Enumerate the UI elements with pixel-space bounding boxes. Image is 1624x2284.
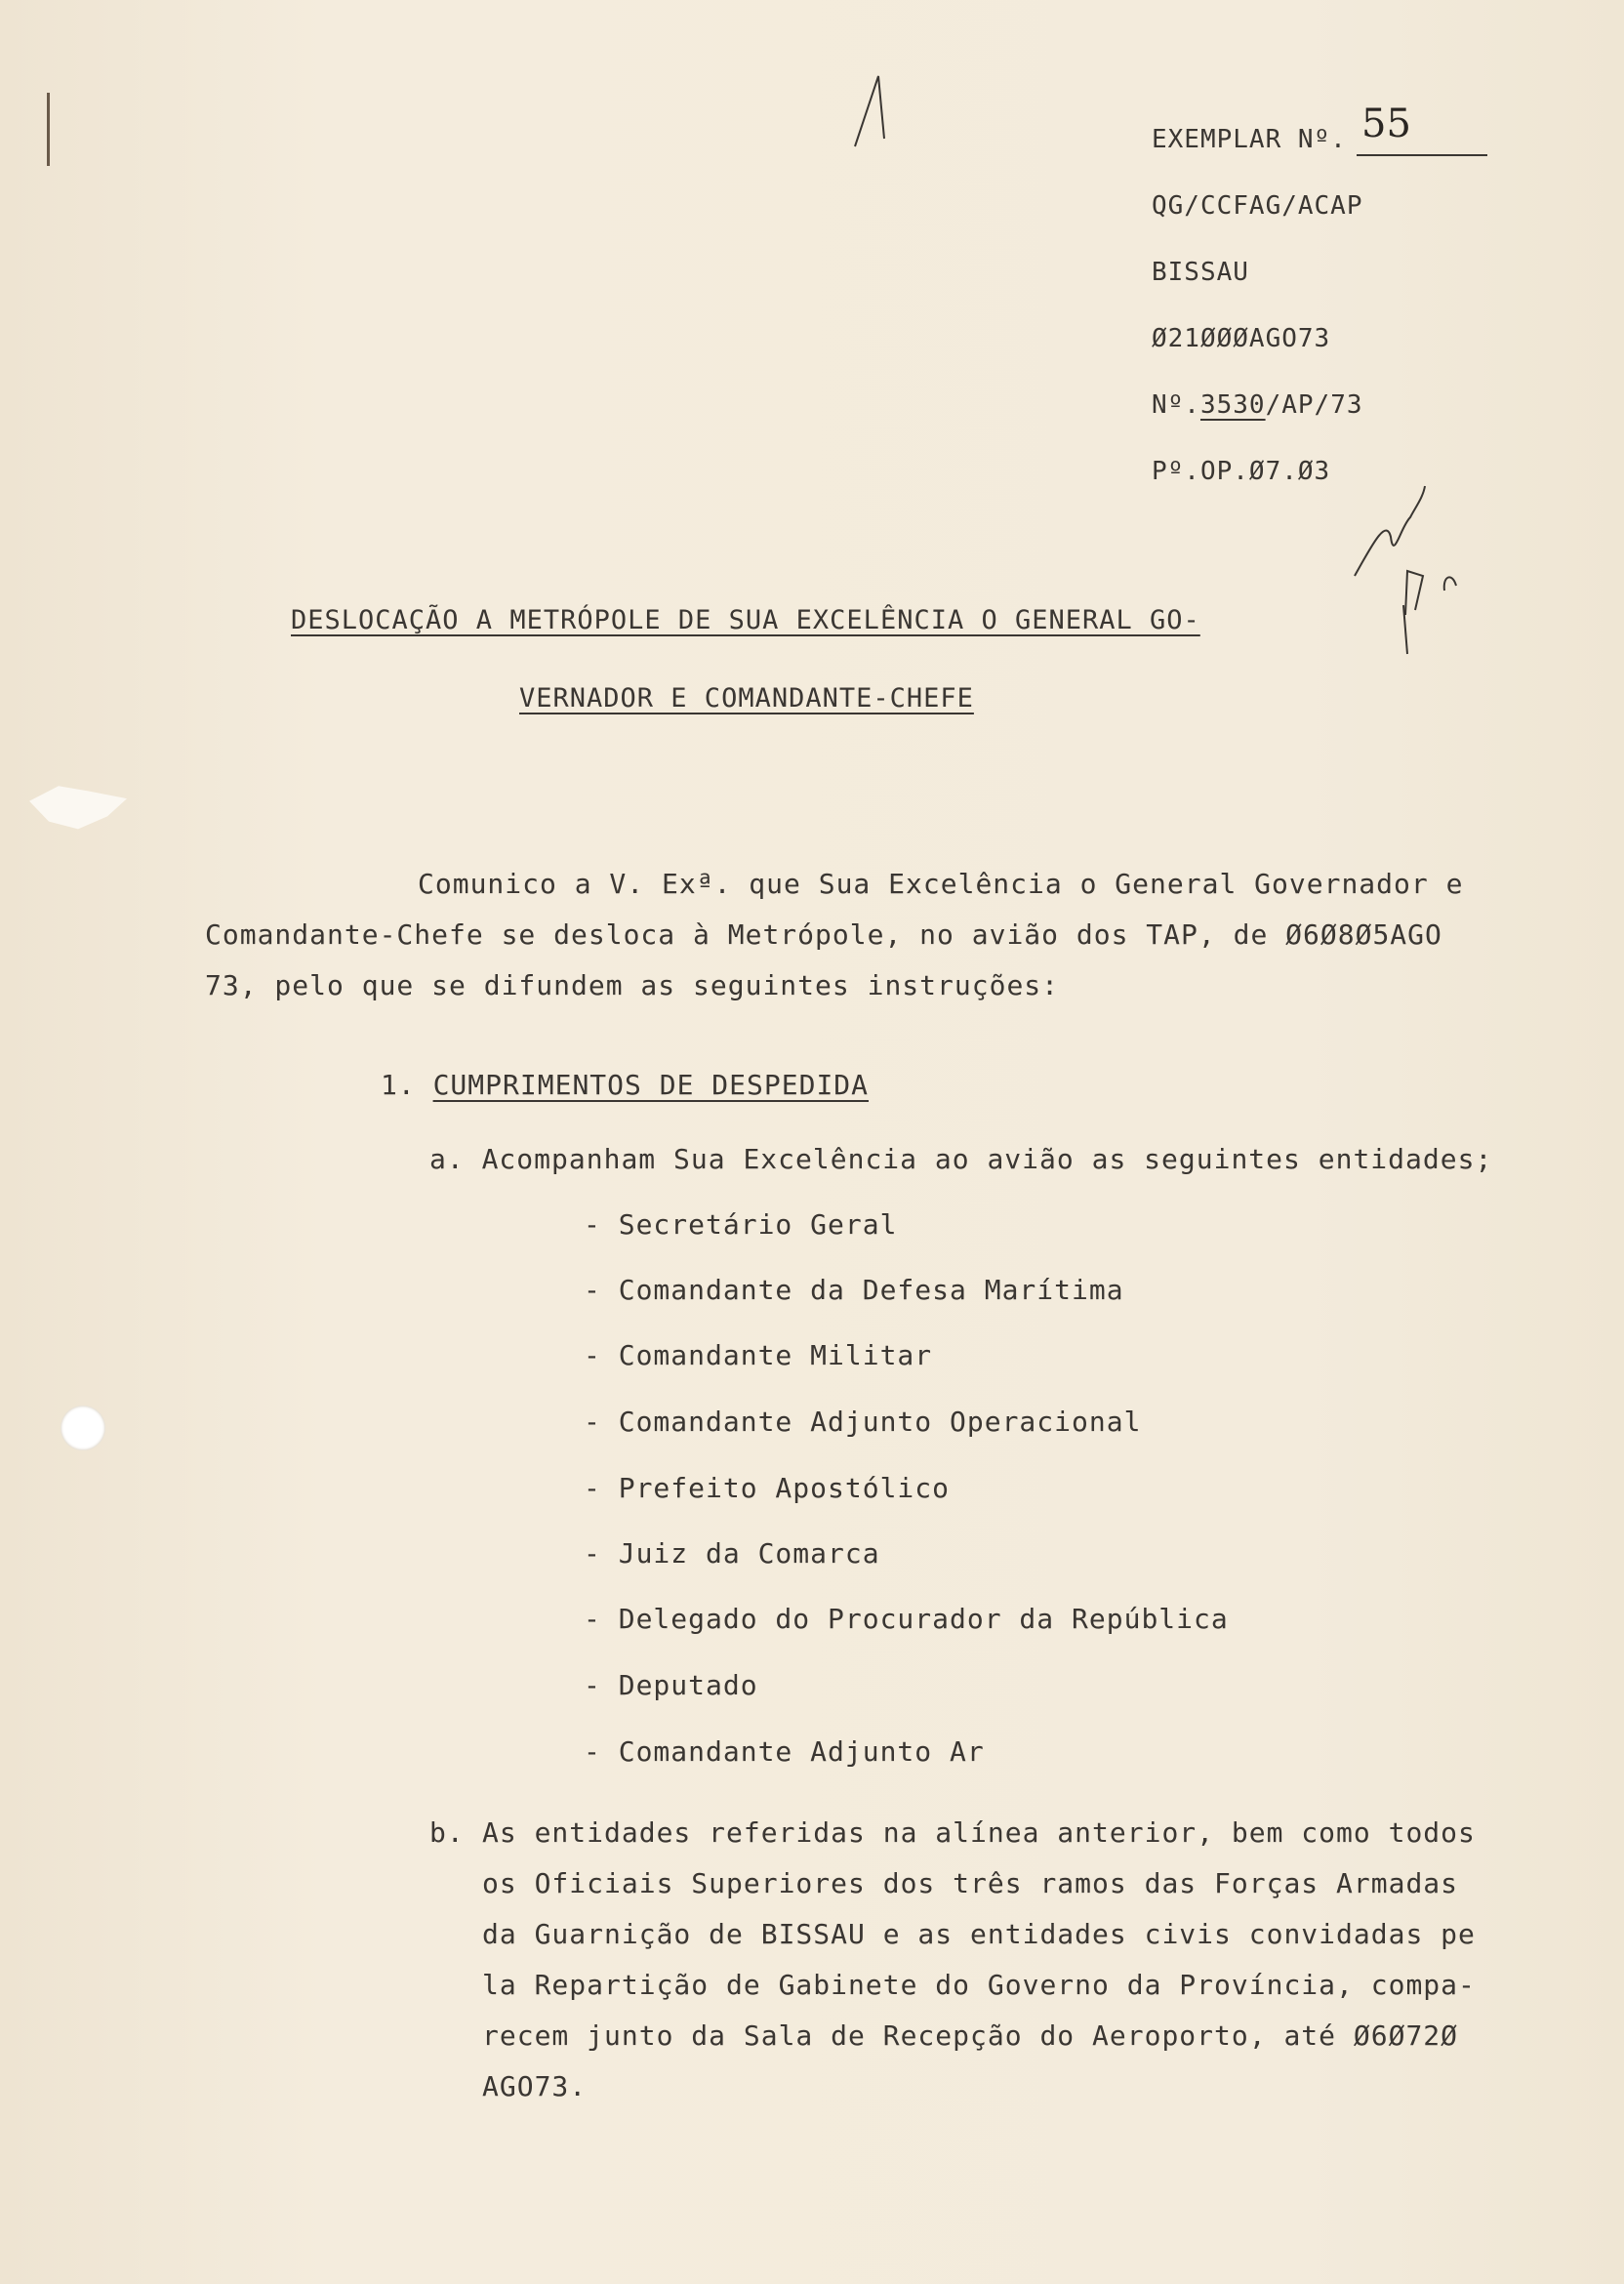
title-line-2: VERNADOR E COMANDANTE-CHEFE bbox=[519, 683, 974, 714]
exemplar-underline bbox=[1357, 154, 1487, 156]
process-number: Pº.OP.Ø7.Ø3 bbox=[1152, 457, 1331, 486]
list-item: - Comandante da Defesa Marítima bbox=[584, 1274, 1124, 1306]
list-item: - Comandante Militar bbox=[584, 1339, 933, 1371]
item-a bbox=[429, 1134, 1492, 1185]
margin-mark bbox=[47, 93, 50, 166]
item-b-line-2: os Oficiais Superiores dos três ramos das Forças Armadas bbox=[482, 1867, 1459, 1899]
punch-hole bbox=[61, 1406, 105, 1450]
list-item: - Comandante Adjunto Ar bbox=[584, 1735, 985, 1768]
location: BISSAU bbox=[1152, 258, 1249, 287]
title-line-1: DESLOCAÇÃO A METRÓPOLE DE SUA EXCELÊNCIA O GENERAL GO- bbox=[291, 605, 1200, 635]
datetime-group: Ø21ØØØAGO73 bbox=[1152, 324, 1331, 353]
reference-value: 3530 bbox=[1199, 390, 1266, 420]
item-b-line-4: la Repartição de Gabinete do Governo da Província, compa- bbox=[482, 1969, 1476, 2001]
reference-suffix: /AP/73 bbox=[1265, 390, 1363, 420]
intro-line-2: Comandante-Chefe se desloca à Metrópole, no avião dos TAP, de Ø6Ø8Ø5AGO bbox=[205, 918, 1442, 951]
handwritten-mark-top bbox=[849, 70, 908, 158]
item-b-line-3: da Guarnição de BISSAU e as entidades civis convidadas pe bbox=[482, 1918, 1476, 1950]
section-1-heading bbox=[381, 1060, 869, 1111]
reference-number bbox=[1152, 390, 1363, 420]
reference-prefix: Nº. bbox=[1152, 390, 1200, 420]
list-item: - Juiz da Comarca bbox=[584, 1537, 880, 1570]
section-number: 1. bbox=[381, 1069, 416, 1101]
unit-code: QG/CCFAG/ACAP bbox=[1152, 191, 1363, 221]
list-item: - Delegado do Procurador da República bbox=[584, 1603, 1229, 1635]
exemplar-label: EXEMPLAR Nº. bbox=[1152, 125, 1347, 154]
exemplar-number: 55 bbox=[1361, 102, 1411, 146]
paper-tear bbox=[29, 781, 127, 832]
list-item: - Deputado bbox=[584, 1669, 758, 1701]
list-item: - Prefeito Apostólico bbox=[584, 1472, 951, 1504]
item-b-line-5: recem junto da Sala de Recepção do Aeroporto, até Ø6Ø72Ø bbox=[482, 2019, 1459, 2052]
item-a-label: a. bbox=[429, 1143, 465, 1175]
item-b-line-6: AGO73. bbox=[482, 2070, 588, 2102]
item-b-label: b. bbox=[429, 1816, 465, 1849]
intro-line-1: Comunico a V. Exª. que Sua Excelência o General Governador e bbox=[418, 868, 1464, 900]
handwritten-initials bbox=[1347, 478, 1483, 664]
item-b-line-1: As entidades referidas na alínea anterior, bem como todos bbox=[482, 1816, 1476, 1849]
item-a-text: Acompanham Sua Excelência ao avião as seguintes entidades; bbox=[481, 1143, 1493, 1175]
list-item: - Comandante Adjunto Operacional bbox=[584, 1406, 1142, 1438]
intro-line-3: 73, pelo que se difundem as seguintes instruções: bbox=[205, 969, 1060, 1001]
list-item: - Secretário Geral bbox=[584, 1208, 898, 1241]
section-title: CUMPRIMENTOS DE DESPEDIDA bbox=[432, 1069, 870, 1101]
